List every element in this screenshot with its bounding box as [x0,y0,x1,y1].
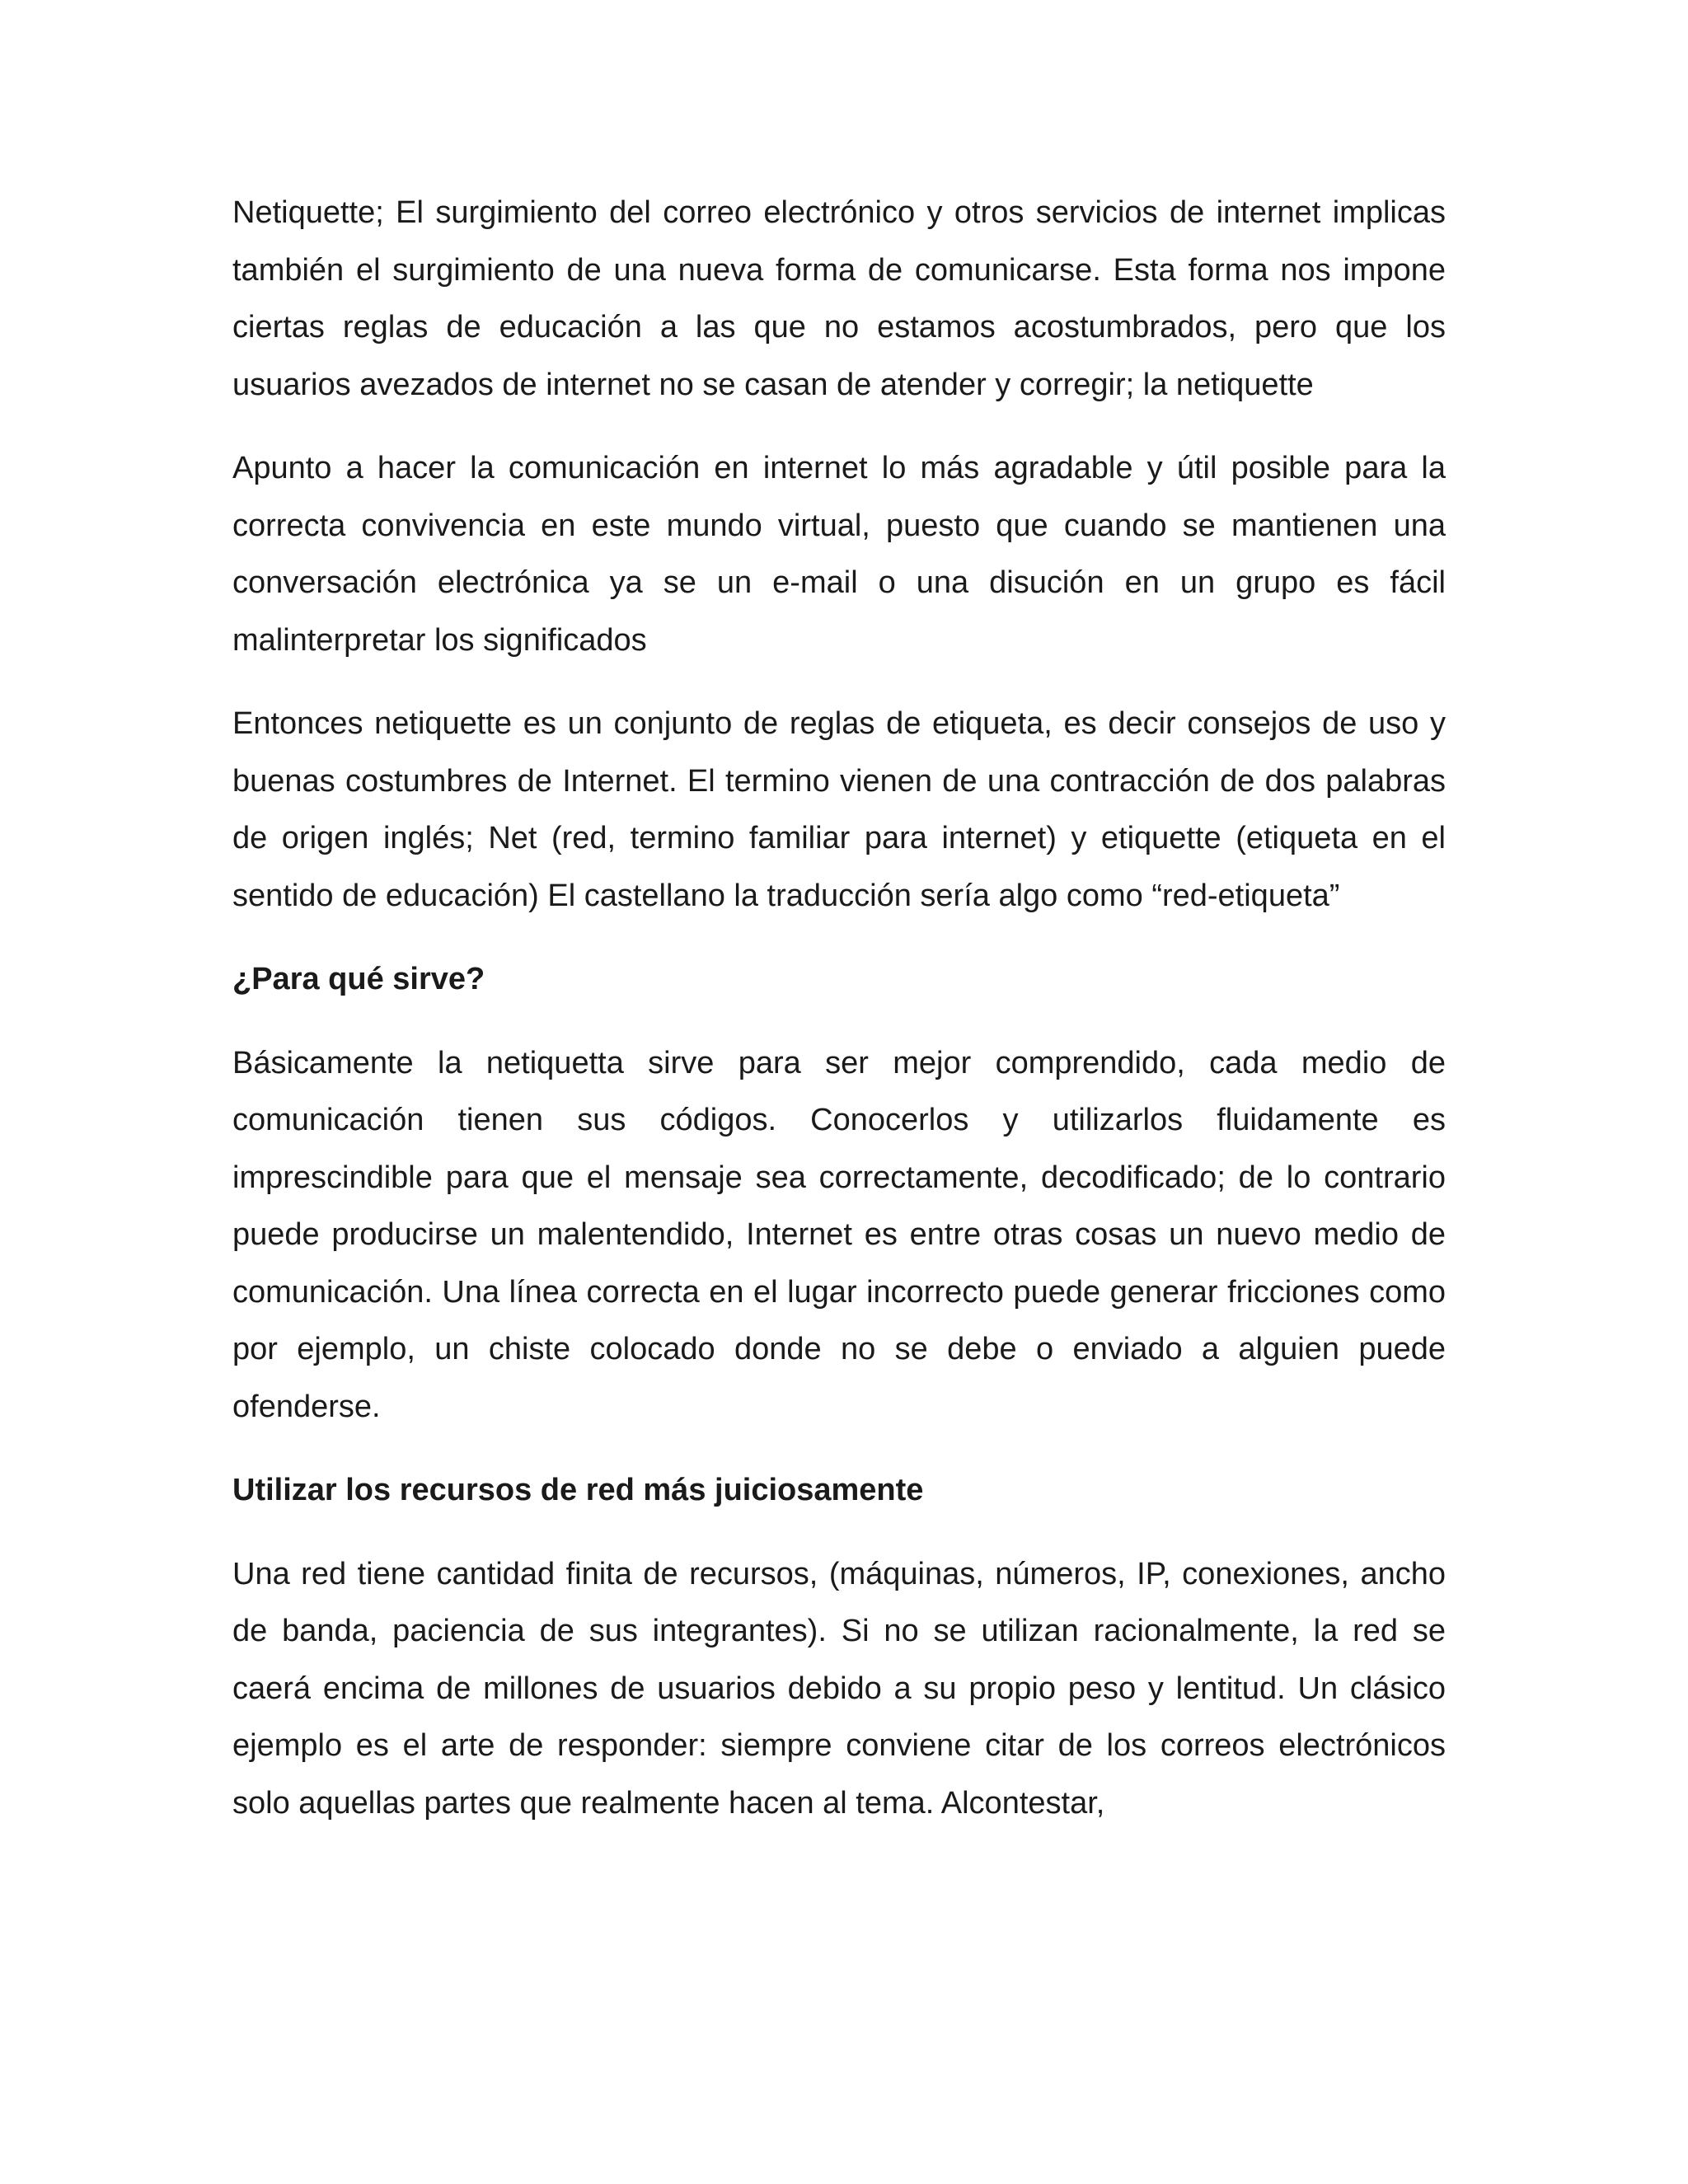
heading-para-que-sirve: ¿Para qué sirve? [232,962,485,996]
paragraph-purpose: Apunto a hacer la comunicación en internet lo más agradable y útil posible para la correcta convivencia en este mundo virtual, puesto que cuando se mantienen una conversación electrónica ya se un e-mail o una disución en un grupo es fácil malinterpretar los significados [232,451,1446,658]
heading-recursos-de-red: Utilizar los recursos de red más juiciosamente [232,1473,924,1507]
paragraph-network-resources: Una red tiene cantidad finita de recursos, (máquinas, números, IP, conexiones, ancho de banda, paciencia de sus integrantes). Si no se utilizan racionalmente, la red se caerá encima de millones de usuarios debido a su propio peso y lentitud. Un clásico ejemplo es el arte de responder: siempre conviene citar de los correos electrónicos solo aquellas partes que realmente hacen al tema. Alcontestar, [232,1556,1446,1821]
paragraph-usefulness: Básicamente la netiquetta sirve para ser mejor comprendido, cada medio de comunicación tienen sus códigos. Conocerlos y utilizarlos fluidamente es imprescindible para que el mensaje sea correctamente, decodificado; de lo contrario puede producirse un malentendido, Internet es entre otras cosas un nuevo medio de comunicación. Una línea correcta en el lugar incorrecto puede generar fricciones como por ejemplo, un chiste colocado donde no se debe o enviado a alguien puede ofenderse. [232,1045,1446,1424]
document-body [232,185,1446,1858]
paragraph-netiquette-intro: Netiquette; El surgimiento del correo electrónico y otros servicios de internet implicas también el surgimiento de una nueva forma de comunicarse. Esta forma nos impone ciertas reglas de educación a las que no estamos acostumbrados, pero que los usuarios avezados de internet no se casan de atender y corregir; la netiquette [232,195,1446,402]
paragraph-definition: Entonces netiquette es un conjunto de reglas de etiqueta, es decir consejos de uso y buenas costumbres de Internet. El termino vienen de una contracción de dos palabras de origen inglés; Net (red, termino familiar para internet) y etiquette (etiqueta en el sentido de educación) El castellano la traducción sería algo como “red-etiqueta” [232,706,1446,913]
